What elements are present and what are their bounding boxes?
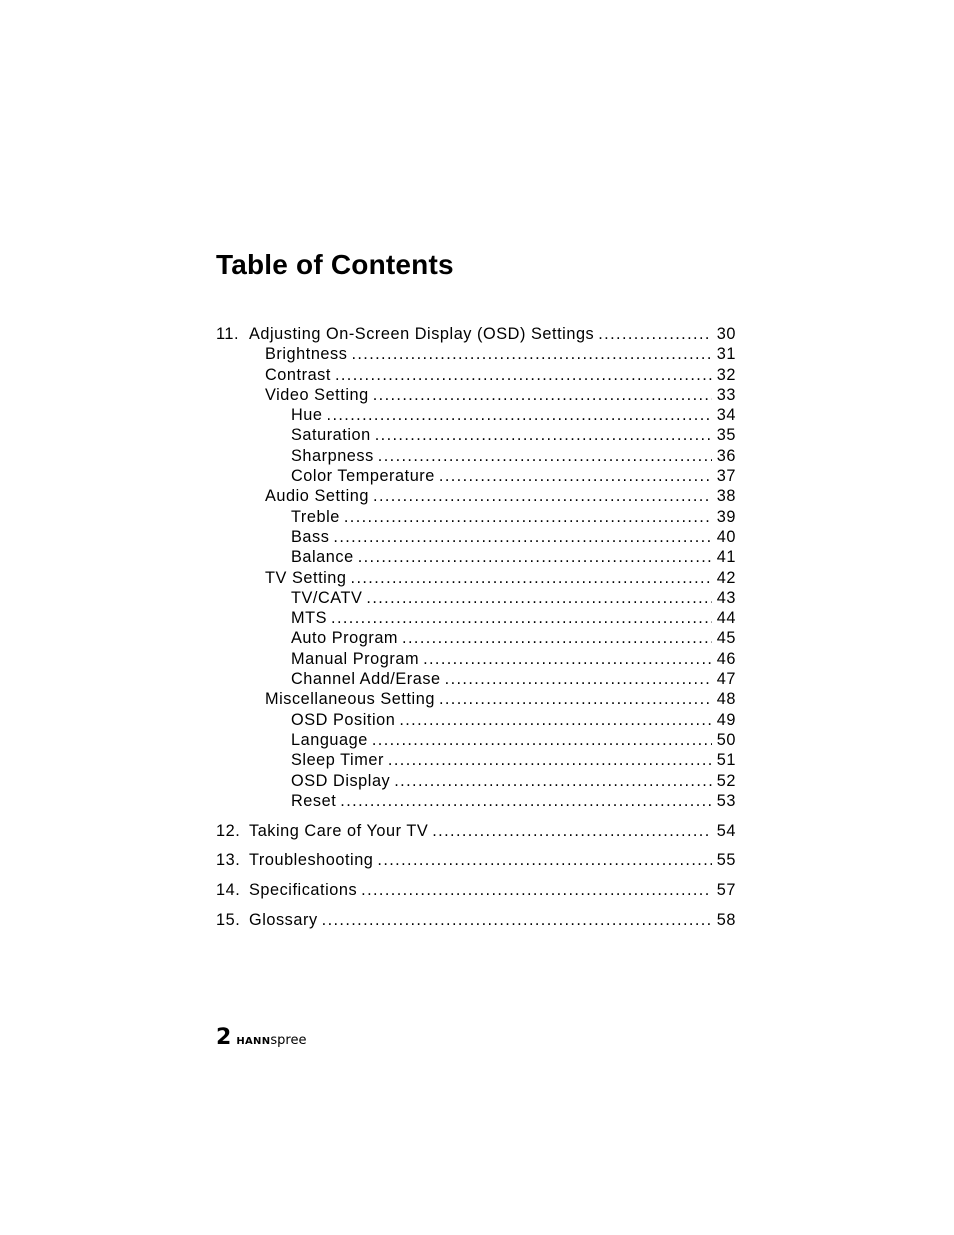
- toc-dot-leader: [335, 365, 712, 385]
- toc-entry[interactable]: [216, 669, 736, 689]
- toc-dot-leader: [372, 730, 712, 750]
- toc-dot-leader: [373, 486, 712, 506]
- toc-entry[interactable]: [216, 850, 736, 870]
- toc-entry[interactable]: [216, 547, 736, 567]
- toc-dot-leader: [327, 405, 712, 425]
- toc-entry-page: 46: [716, 649, 736, 668]
- toc-dot-leader: [351, 568, 712, 588]
- toc-entry-label: Balance: [291, 548, 354, 567]
- toc-entry-label: Taking Care of Your TV: [249, 821, 429, 840]
- toc-entry-label: Hue: [291, 406, 323, 425]
- toc-entry-page: 47: [716, 670, 736, 689]
- toc-entry-label: Sleep Timer: [291, 751, 384, 770]
- brand-logo-light: spree: [270, 1033, 307, 1048]
- toc-entry[interactable]: [216, 507, 736, 527]
- toc-dot-leader: [432, 821, 712, 841]
- toc-entry-label: Reset: [291, 791, 337, 810]
- toc-dot-leader: [402, 628, 712, 648]
- toc-entry[interactable]: [216, 466, 736, 486]
- toc-entry-label: Specifications: [249, 881, 358, 900]
- toc-dot-leader: [423, 649, 712, 669]
- toc-entry[interactable]: [216, 689, 736, 709]
- brand-logo: [236, 1027, 306, 1056]
- toc-dot-leader: [394, 771, 712, 791]
- toc-dot-leader: [331, 608, 712, 628]
- toc-entry[interactable]: [216, 821, 736, 841]
- toc-entry-label: Language: [291, 730, 368, 749]
- toc-entry-page: 52: [716, 771, 736, 790]
- toc-entry-page: 31: [716, 345, 736, 364]
- toc-entry-page: 53: [716, 791, 736, 810]
- toc-entry[interactable]: [216, 791, 736, 811]
- toc-entry-page: 45: [716, 629, 736, 648]
- toc-entry-label: Manual Program: [291, 649, 420, 668]
- toc-entry[interactable]: [216, 486, 736, 506]
- toc-dot-leader: [399, 710, 711, 730]
- toc-dot-leader: [358, 547, 712, 567]
- toc-entry-label: TV/CATV: [291, 588, 363, 607]
- toc-entry-label: MTS: [291, 609, 328, 628]
- toc-dot-leader: [378, 446, 712, 466]
- toc-entry-label: Video Setting: [265, 385, 369, 404]
- toc-entry-label: Color Temperature: [291, 467, 435, 486]
- page-footer: [216, 1024, 306, 1056]
- toc-dot-leader: [439, 466, 712, 486]
- toc-entry-page: 39: [716, 507, 736, 526]
- toc-entry-page: 54: [716, 821, 736, 840]
- toc-entry-number: 13.: [216, 851, 241, 870]
- page-number: 2: [216, 1025, 232, 1050]
- toc-entry[interactable]: [216, 425, 736, 445]
- toc-entry-number: 11.: [216, 325, 240, 343]
- toc-entry-label: Contrast: [265, 365, 331, 384]
- toc-entry[interactable]: [216, 628, 736, 648]
- toc-entry-label: Treble: [291, 507, 340, 526]
- toc-entry[interactable]: [216, 527, 736, 547]
- toc-entry-page: 36: [716, 446, 736, 465]
- toc-entry-page: 40: [716, 527, 736, 546]
- toc-entry[interactable]: [216, 771, 736, 791]
- toc-entry-page: 30: [716, 325, 736, 343]
- toc-entry-label: Adjusting On-Screen Display (OSD) Settings: [249, 325, 595, 343]
- toc-entry-number: 14.: [216, 881, 241, 900]
- toc-entry-label: OSD Display: [291, 771, 391, 790]
- toc-entry-label: Sharpness: [291, 446, 374, 465]
- toc-entry-page: 55: [716, 851, 736, 870]
- toc-dot-leader: [351, 344, 711, 364]
- toc-entry[interactable]: [216, 649, 736, 669]
- toc-entry-page: 44: [716, 609, 736, 628]
- toc-entry-label: Audio Setting: [265, 487, 370, 506]
- table-of-contents: [216, 324, 736, 930]
- toc-entry-label: Brightness: [265, 345, 348, 364]
- toc-entry[interactable]: [216, 880, 736, 900]
- toc-entry[interactable]: [216, 324, 736, 344]
- toc-entry[interactable]: [216, 365, 736, 385]
- toc-entry-page: 37: [716, 467, 736, 486]
- toc-entry-page: 33: [716, 385, 736, 404]
- toc-entry-page: 50: [716, 730, 736, 749]
- toc-entry[interactable]: [216, 568, 736, 588]
- toc-dot-leader: [445, 669, 712, 689]
- toc-dot-leader: [375, 425, 712, 445]
- toc-dot-leader: [322, 910, 712, 930]
- toc-entry-page: 48: [716, 690, 736, 709]
- toc-entry-page: 34: [716, 406, 736, 425]
- brand-logo-bold: HANN: [236, 1036, 271, 1047]
- toc-entry-number: 15.: [216, 911, 241, 930]
- toc-entry[interactable]: [216, 385, 736, 405]
- toc-entry-page: 41: [716, 548, 736, 567]
- toc-entry-number: 12.: [216, 821, 241, 840]
- toc-entry-page: 51: [716, 751, 736, 770]
- toc-dot-leader: [344, 507, 712, 527]
- toc-dot-leader: [598, 324, 712, 344]
- toc-entry-page: 38: [716, 487, 736, 506]
- toc-dot-leader: [388, 750, 712, 770]
- toc-entry-page: 49: [716, 710, 736, 729]
- toc-dot-leader: [366, 588, 711, 608]
- toc-dot-leader: [439, 689, 712, 709]
- toc-entry-label: Bass: [291, 527, 330, 546]
- toc-entry[interactable]: [216, 710, 736, 730]
- toc-dot-leader: [373, 385, 712, 405]
- toc-entry-page: 43: [716, 588, 736, 607]
- toc-dot-leader: [333, 527, 711, 547]
- toc-entry-label: Auto Program: [291, 629, 399, 648]
- toc-entry-label: TV Setting: [265, 568, 347, 587]
- page-title: Table of Contents: [216, 249, 454, 280]
- toc-entry-page: 58: [716, 911, 736, 930]
- toc-entry-page: 35: [716, 426, 736, 445]
- toc-entry[interactable]: [216, 730, 736, 750]
- toc-entry-page: 32: [716, 365, 736, 384]
- toc-entry-page: 57: [716, 881, 736, 900]
- toc-entry[interactable]: [216, 344, 736, 364]
- toc-entry-label: Glossary: [249, 911, 318, 930]
- toc-entry-label: OSD Position: [291, 710, 396, 729]
- toc-entry[interactable]: [216, 750, 736, 770]
- toc-dot-leader: [340, 791, 711, 811]
- toc-entry[interactable]: [216, 588, 736, 608]
- toc-entry[interactable]: [216, 446, 736, 466]
- toc-entry-label: Saturation: [291, 426, 371, 445]
- toc-entry-label: Miscellaneous Setting: [265, 690, 435, 709]
- toc-entry[interactable]: [216, 910, 736, 930]
- toc-entry[interactable]: [216, 608, 736, 628]
- toc-dot-leader: [377, 850, 711, 870]
- toc-dot-leader: [361, 880, 712, 900]
- toc-entry[interactable]: [216, 405, 736, 425]
- toc-entry-page: 42: [716, 568, 736, 587]
- toc-entry-label: Channel Add/Erase: [291, 670, 441, 689]
- toc-entry-label: Troubleshooting: [249, 851, 374, 870]
